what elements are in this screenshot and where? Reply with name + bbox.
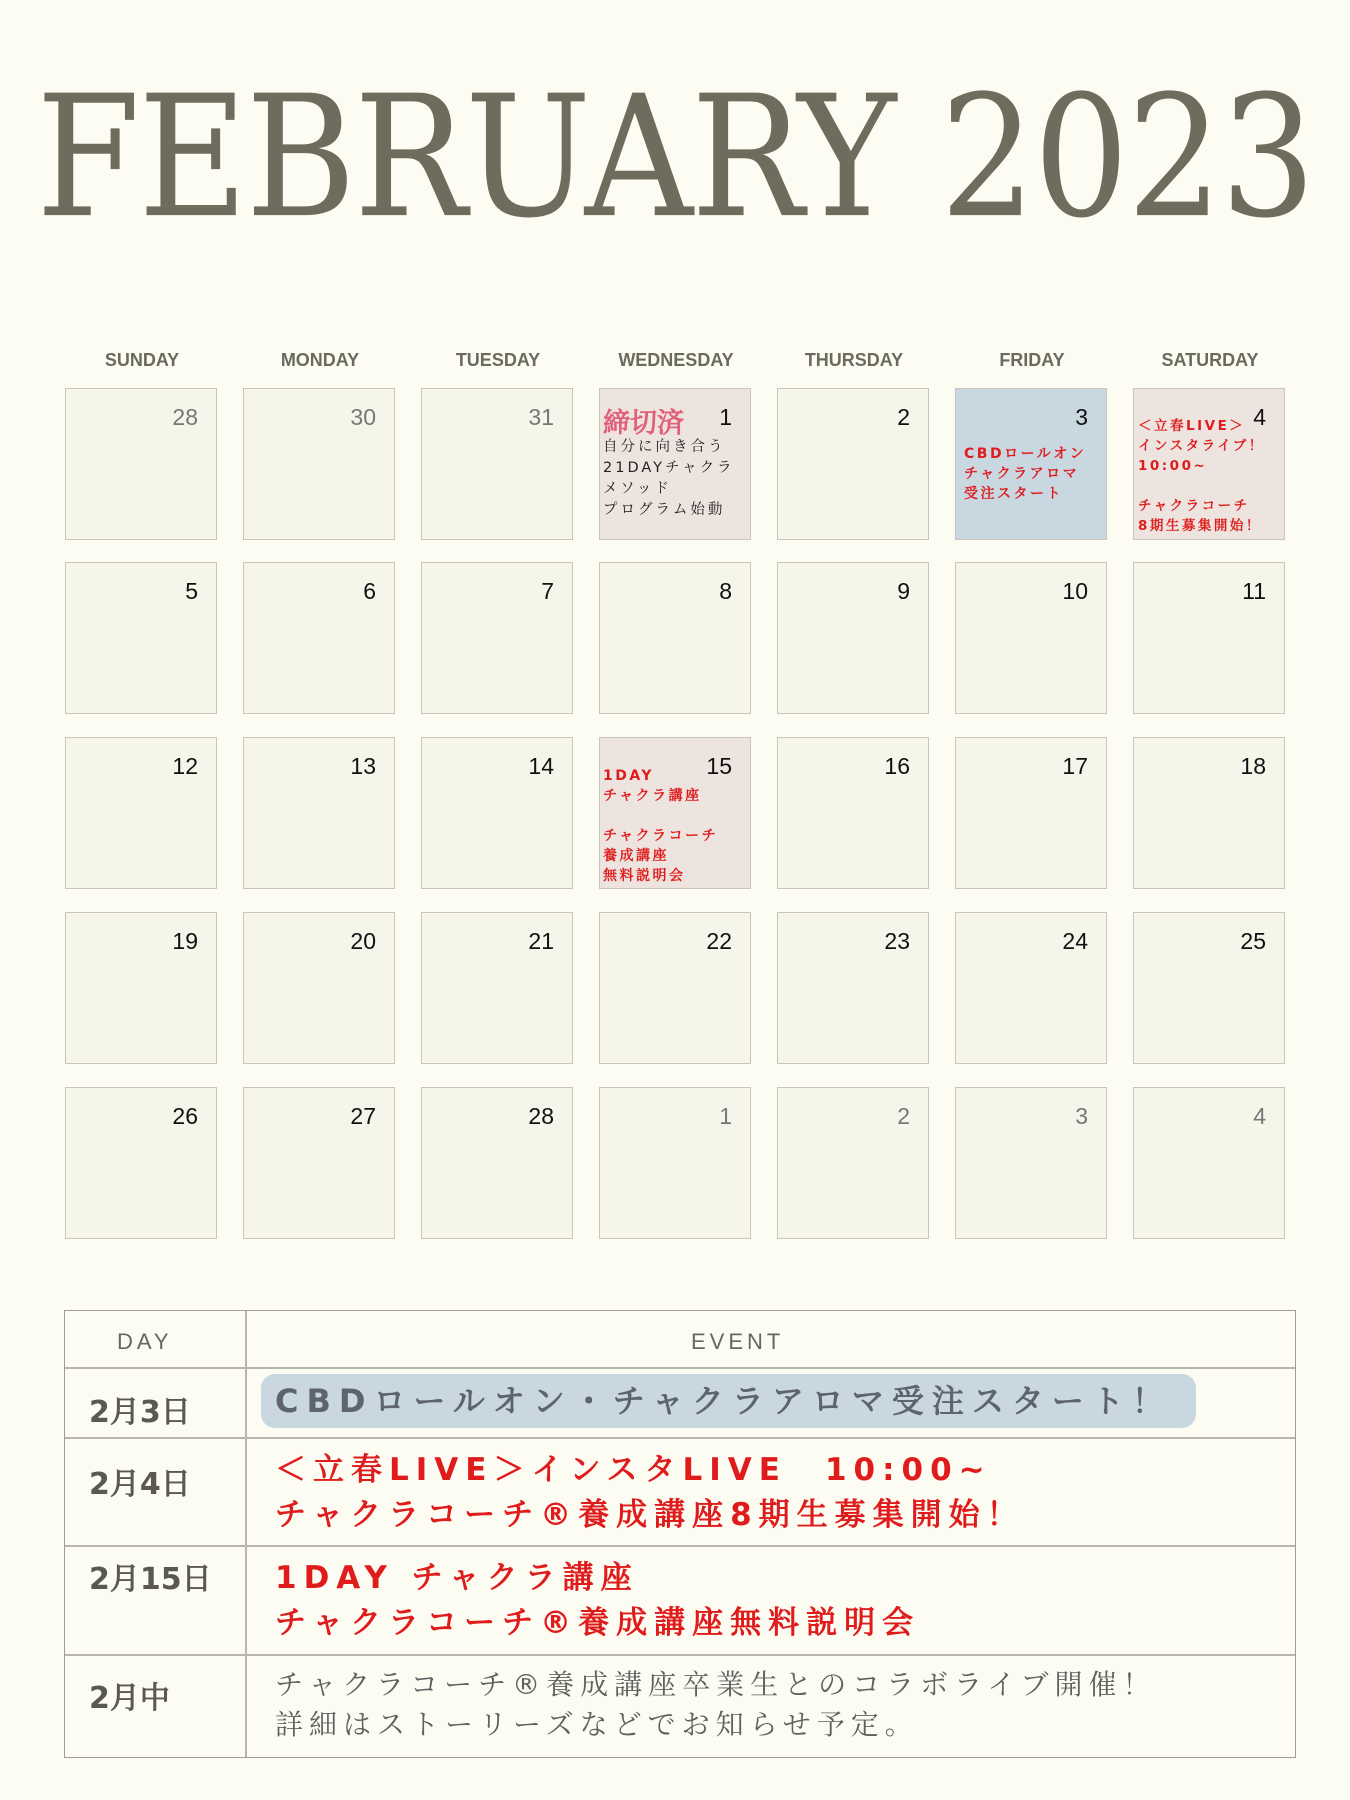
day-number: 8 [719, 578, 732, 604]
day-number: 16 [884, 753, 910, 779]
day-number: 2 [897, 1103, 910, 1129]
day-cell[interactable] [421, 1087, 573, 1239]
day-number: 5 [185, 578, 198, 604]
weekday-wednesday: WEDNESDAY [618, 350, 734, 370]
header-day: DAY [117, 1329, 173, 1354]
weekday-friday: FRIDAY [999, 350, 1065, 370]
day-cell[interactable] [243, 562, 395, 714]
day-cell[interactable] [421, 912, 573, 1064]
weekday-thursday: THURSDAY [804, 350, 904, 370]
event-text: 1DAY チャクラ講座 チャクラコーチ®養成講座無料説明会 [275, 1560, 921, 1641]
day-number: 31 [528, 404, 554, 430]
weekday-monday: MONDAY [280, 350, 360, 370]
row-divider [65, 1545, 1295, 1547]
day-cell[interactable] [955, 1087, 1107, 1239]
event-text: チャクラコーチ®養成講座卒業生とのコラボライブ開催！ 詳細はストーリーズなどでお知らせ予定。 [275, 1668, 1157, 1741]
closed-tag: 締切済 [603, 408, 684, 439]
day-cell[interactable] [955, 737, 1107, 889]
day-number: 30 [350, 404, 376, 430]
day-cell[interactable] [1133, 562, 1285, 714]
day-cell[interactable] [777, 737, 929, 889]
day-cell[interactable] [777, 912, 929, 1064]
day-number: 18 [1240, 753, 1266, 779]
day-number: 4 [1253, 404, 1266, 430]
day-number: 3 [1075, 404, 1088, 430]
day-cell[interactable] [1133, 737, 1285, 889]
day-cell[interactable] [65, 388, 217, 540]
row-divider [65, 1654, 1295, 1656]
day-number: 28 [172, 404, 198, 430]
day-cell[interactable] [65, 912, 217, 1064]
day-number: 13 [350, 753, 376, 779]
weekday-saturday: SATURDAY [1161, 350, 1259, 370]
day-cell[interactable] [599, 1087, 751, 1239]
day-number: 25 [1240, 928, 1266, 954]
event-day: 2月中 [89, 1681, 170, 1716]
day-cell[interactable] [955, 562, 1107, 714]
day-cell-feb-15[interactable] [599, 737, 751, 889]
day-number: 9 [897, 578, 910, 604]
day-number: 14 [528, 753, 554, 779]
day-cell[interactable] [777, 562, 929, 714]
day-cell[interactable] [243, 1087, 395, 1239]
row-divider [65, 1437, 1295, 1439]
event-text: ＜立春LIVE＞インスタLIVE 10:00~ チャクラコーチ®養成講座8期生募集開始！ [275, 1452, 1025, 1533]
day-cell[interactable] [421, 737, 573, 889]
weekday-sunday: SUNDAY [104, 350, 180, 370]
day-cell-feb-1[interactable] [599, 388, 751, 540]
day-cell[interactable] [777, 1087, 929, 1239]
day-number: 23 [884, 928, 910, 954]
day-number: 7 [541, 578, 554, 604]
day-cell[interactable] [243, 737, 395, 889]
day-cell-feb-4[interactable] [1133, 388, 1285, 540]
day-number: 27 [350, 1103, 376, 1129]
header-event: EVENT [691, 1329, 785, 1354]
day-number: 10 [1062, 578, 1088, 604]
day-cell[interactable] [65, 737, 217, 889]
day-number: 4 [1253, 1103, 1266, 1129]
cell-note: ＜立春LIVE＞ インスタライブ！ 10:00~ チャクラコーチ 8期生募集開始！ [1138, 418, 1265, 534]
day-cell[interactable] [955, 912, 1107, 1064]
cell-note: 1DAY チャクラ講座 チャクラコーチ 養成講座 無料説明会 [603, 768, 719, 884]
page-title: FEBRUARY 2023 [36, 60, 1314, 256]
day-number: 19 [172, 928, 198, 954]
day-cell[interactable] [421, 562, 573, 714]
day-number: 1 [719, 1103, 732, 1129]
day-cell[interactable] [243, 912, 395, 1064]
day-cell[interactable] [65, 1087, 217, 1239]
cell-note: 自分に向き合う 21DAYチャクラ メソッド プログラム始動 [603, 439, 735, 518]
day-number: 3 [1075, 1103, 1088, 1129]
day-cell-feb-3[interactable] [955, 388, 1107, 540]
day-number: 1 [719, 404, 732, 430]
cell-note: CBDロールオン チャクラアロマ 受注スタート [964, 446, 1087, 502]
day-number: 6 [363, 578, 376, 604]
day-cell[interactable] [1133, 912, 1285, 1064]
day-number: 26 [172, 1103, 198, 1129]
day-number: 24 [1062, 928, 1088, 954]
day-cell[interactable] [65, 562, 217, 714]
event-day: 2月4日 [89, 1467, 191, 1502]
day-number: 22 [706, 928, 732, 954]
weekday-tuesday: TUESDAY [455, 350, 541, 370]
day-number: 28 [528, 1103, 554, 1129]
day-cell[interactable] [599, 562, 751, 714]
event-day: 2月15日 [89, 1562, 212, 1597]
day-number: 11 [1242, 578, 1266, 604]
day-number: 2 [897, 404, 910, 430]
day-number: 12 [172, 753, 198, 779]
row-divider [65, 1367, 1295, 1369]
event-table [64, 1310, 1296, 1758]
event-text: CBDロールオン・チャクラアロマ受注スタート！ [261, 1374, 1196, 1428]
day-cell[interactable] [1133, 1087, 1285, 1239]
day-cell[interactable] [599, 912, 751, 1064]
column-divider [245, 1311, 247, 1757]
event-day: 2月3日 [89, 1395, 191, 1430]
day-number: 15 [706, 753, 732, 779]
day-number: 20 [350, 928, 376, 954]
day-cell[interactable] [777, 388, 929, 540]
day-number: 21 [528, 928, 554, 954]
day-cell[interactable] [421, 388, 573, 540]
day-cell[interactable] [243, 388, 395, 540]
day-number: 17 [1062, 753, 1088, 779]
